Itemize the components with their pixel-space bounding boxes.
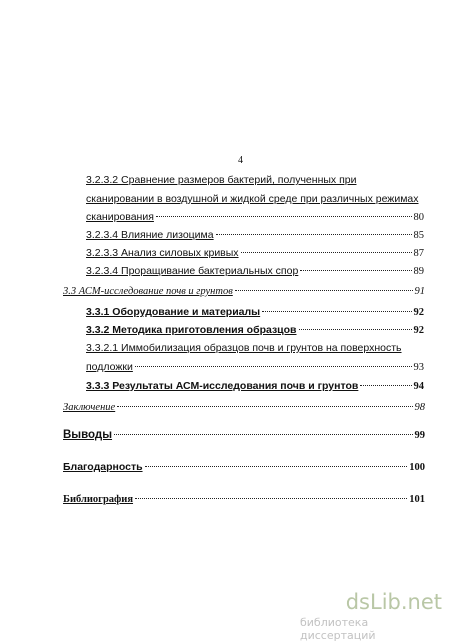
toc-item-3-3-3[interactable]	[86, 380, 424, 392]
toc-item-label: 3.3 АСМ-исследование почв и грунтов	[63, 286, 233, 297]
toc-page-number: 99	[414, 430, 425, 441]
toc-item-label: 3.3.1 Оборудование и материалы	[86, 306, 261, 318]
toc-item-3-2-3-4-spores[interactable]	[86, 265, 424, 277]
toc-item-3-2-3-2[interactable]	[86, 211, 424, 223]
dot-leader	[299, 329, 412, 330]
toc-page-number: 91	[414, 286, 425, 297]
dot-leader	[156, 216, 412, 217]
toc-item-label: Библиография	[63, 494, 134, 505]
toc-item-3-3-2-1[interactable]	[86, 361, 424, 373]
toc-item-3-2-3-2-line1[interactable]: 3.2.3.2 Сравнение размеров бактерий, полученных при	[86, 174, 357, 186]
toc-item-3-3-1[interactable]	[86, 306, 424, 318]
dot-leader	[241, 252, 412, 253]
toc-page-number: 92	[413, 307, 424, 318]
toc-item-label: сканирования	[86, 211, 154, 223]
dot-leader	[300, 270, 411, 271]
dot-leader	[135, 366, 412, 367]
toc-item-label: Заключение	[63, 402, 116, 413]
toc-item-label: 3.2.3.4 Проращивание бактериальных спор	[86, 265, 299, 277]
toc-item-3-3-2-1-line1[interactable]: 3.3.2.1 Иммобилизация образцов почв и грунтов на поверхность	[86, 342, 402, 354]
toc-item-label: 3.2.3.3 Анализ силовых кривых	[86, 247, 239, 259]
toc-item-label: Благодарность	[63, 461, 143, 473]
toc-item-3-2-3-2-line2[interactable]: сканировании в воздушной и жидкой среде при различных режимах	[86, 193, 419, 205]
toc-item-label: 3.3.2 Методика приготовления образцов	[86, 324, 297, 336]
toc-item-3-3[interactable]	[63, 286, 425, 297]
toc-item-acknowledgments[interactable]	[63, 461, 425, 473]
toc-page-number: 80	[413, 212, 424, 223]
dot-leader	[117, 406, 412, 407]
dot-leader	[114, 434, 412, 435]
toc-page-number: 101	[409, 494, 425, 505]
dslib-logo: dsLib.net	[345, 590, 442, 614]
dot-leader	[360, 385, 411, 386]
toc-item-findings[interactable]	[63, 429, 425, 441]
toc-page-number: 85	[413, 230, 424, 241]
toc-item-3-2-3-3[interactable]	[86, 247, 424, 259]
toc-page-number: 89	[413, 266, 424, 277]
toc-item-conclusion[interactable]	[63, 402, 425, 413]
toc-item-label: 3.2.3.4 Влияние лизоцима	[86, 229, 214, 241]
page-number: 4	[238, 155, 243, 166]
toc-page-number: 87	[413, 248, 424, 259]
toc-page-number: 94	[413, 381, 424, 392]
toc-item-bibliography[interactable]	[63, 494, 425, 505]
dslib-subtitle: библиотека диссертаций	[300, 616, 376, 642]
toc-page-number: 92	[413, 325, 424, 336]
dot-leader	[135, 498, 407, 499]
toc-item-label: 3.3.3 Результаты АСМ-исследования почв и грунтов	[86, 380, 359, 392]
toc-item-label: подложки	[86, 361, 133, 373]
dot-leader	[216, 234, 412, 235]
dslib-watermark	[300, 590, 450, 642]
toc-item-label: Выводы	[63, 429, 113, 441]
toc-item-3-2-3-4-lysozyme[interactable]	[86, 229, 424, 241]
dot-leader	[145, 466, 408, 467]
toc-page-number: 100	[409, 462, 425, 473]
dot-leader	[235, 290, 413, 291]
toc-page-number: 93	[413, 362, 424, 373]
toc-page-number: 98	[414, 402, 425, 413]
dot-leader	[262, 311, 411, 312]
toc-item-3-3-2[interactable]	[86, 324, 424, 336]
